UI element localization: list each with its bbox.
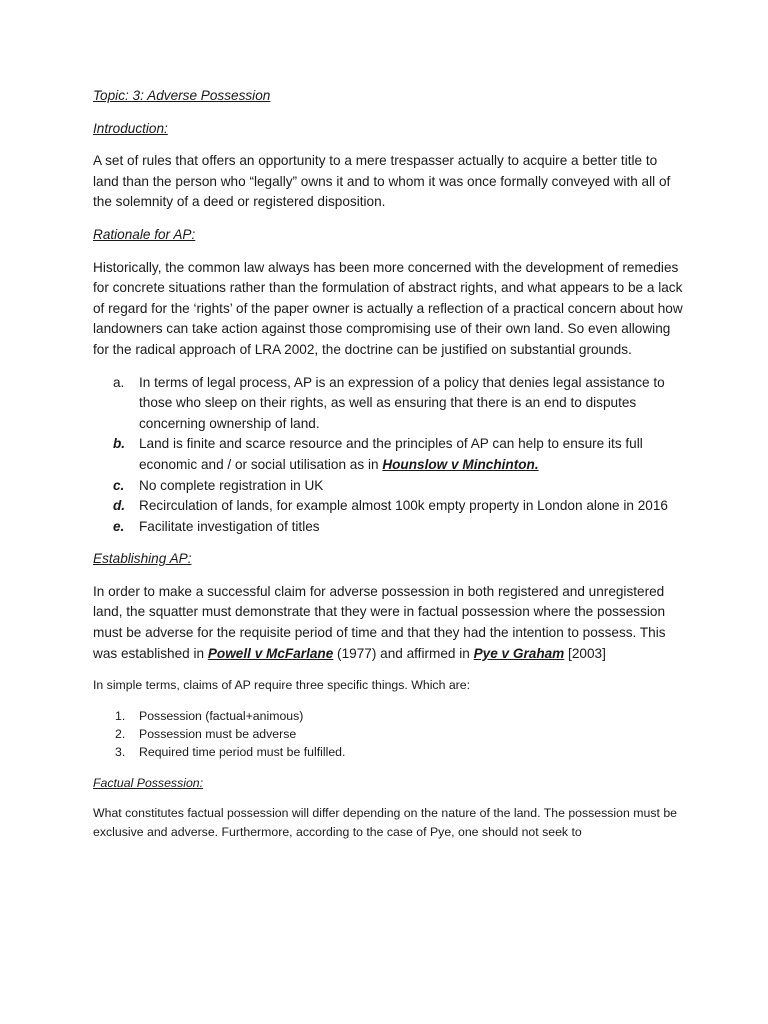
- case-citation-pye: Pye v Graham: [473, 645, 565, 661]
- list-item-text: Possession (factual+animous): [139, 708, 304, 723]
- list-item: [93, 743, 683, 761]
- list-marker: a.: [113, 374, 125, 390]
- establishing-paragraph: [93, 582, 683, 664]
- requirements-summary: In simple terms, claims of AP require three specific things. Which are:: [93, 678, 471, 693]
- establishing-heading: Establishing AP:: [93, 551, 192, 567]
- list-item-text: Recirculation of lands, for example almost 100k empty property in London alone in 2016: [139, 498, 668, 514]
- list-item: [93, 434, 683, 475]
- establishing-text-middle: (1977) and affirmed in: [333, 645, 474, 661]
- rationale-paragraph: Historically, the common law always has been more concerned with the development of remedies for concrete situations rather than the formulation of abstract rights, and what appears to be a lack of regard for the ‘rights’ of the paper owner is actually a reflection of a practical concern about how landowners can take action against those compromising use of their own land. So even allowing for the radical approach of LRA 2002, the doctrine can be justified on substantial grounds.: [93, 259, 683, 357]
- list-marker: e.: [113, 518, 125, 534]
- list-item: [93, 725, 683, 743]
- introduction-heading: Introduction:: [93, 120, 168, 136]
- list-item-text: Land is finite and scarce resource and the principles of AP can help to ensure its full economic and / or social utilisation as in: [139, 436, 643, 472]
- list-item: [93, 373, 683, 435]
- establishing-text-start: In order to make a successful claim for adverse possession in both registered and unregistered land, the squatter must demonstrate that they were in factual possession where the possession must be adverse for the requisite period of time and that they had the intention to possess. This was established in: [93, 583, 666, 661]
- factual-possession-paragraph: What constitutes factual possession will differ depending on the nature of the land. The possession must be exclusive and adverse. Furthermore, according to the case of Pye, one should not seek to: [93, 806, 678, 839]
- case-citation-hounslow: Hounslow v Minchinton.: [382, 456, 539, 472]
- list-marker: b.: [113, 436, 126, 452]
- list-marker: d.: [113, 498, 126, 514]
- list-item-text: Required time period must be fulfilled.: [139, 745, 346, 760]
- document-title: Topic: 3: Adverse Possession: [93, 88, 271, 103]
- case-citation-powell: Powell v McFarlane: [207, 645, 334, 661]
- list-item: [93, 496, 683, 517]
- list-item-text: In terms of legal process, AP is an expression of a policy that denies legal assistance to those who sleep on their rights, as well as ensuring that there is an end to disputes concerning ownership of land.: [139, 374, 665, 431]
- list-marker: 1.: [115, 708, 126, 723]
- establishing-text-end: [2003]: [564, 645, 606, 661]
- rationale-list: [93, 373, 683, 538]
- list-item-text: No complete registration in UK: [139, 477, 324, 493]
- list-item: [93, 707, 683, 725]
- list-item-text: Possession must be adverse: [139, 727, 297, 742]
- list-item: [93, 517, 683, 538]
- list-marker: 3.: [115, 745, 126, 760]
- list-item-text: Facilitate investigation of titles: [139, 518, 320, 534]
- factual-possession-heading: Factual Possession:: [93, 775, 204, 790]
- introduction-paragraph: A set of rules that offers an opportunity to a mere trespasser actually to acquire a better title to land than the person who “legally” owns it and to whom it was once formally conveyed with all of the solemnity of a deed or registered disposition.: [93, 153, 671, 210]
- requirements-list: [93, 707, 683, 762]
- list-marker: 2.: [115, 727, 126, 742]
- list-marker: c.: [113, 477, 125, 493]
- list-item: [93, 476, 683, 497]
- rationale-heading: Rationale for AP:: [93, 226, 196, 242]
- document-page: [93, 86, 683, 841]
